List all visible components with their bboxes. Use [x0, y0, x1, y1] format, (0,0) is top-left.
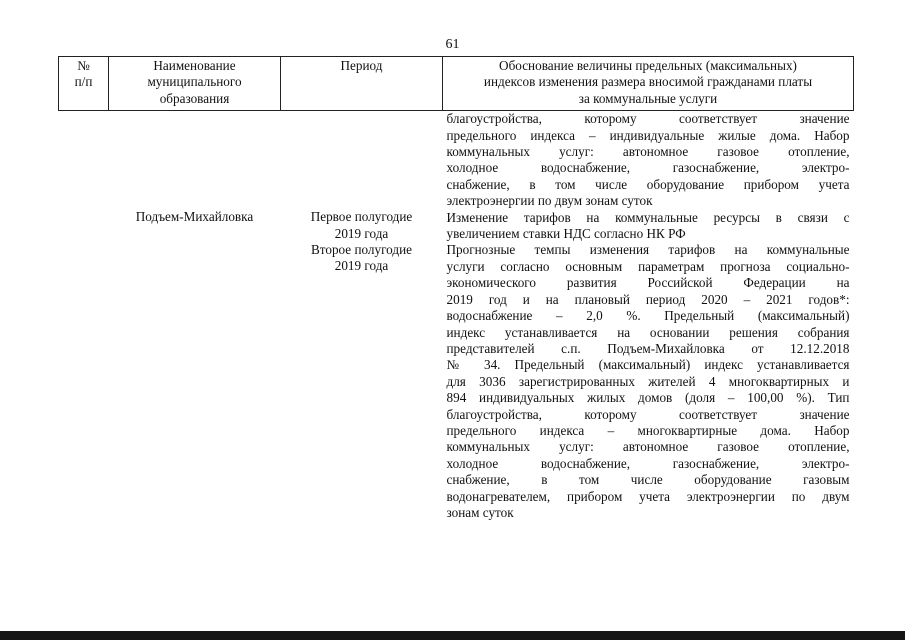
justification-second-half [447, 242, 850, 521]
period-first-half: Первое полугодие 2019 года [310, 209, 413, 241]
cell-justification [443, 111, 854, 522]
page-number: 61 [445, 37, 460, 52]
text-line: экономического развития Российской Федерации на [446, 275, 850, 291]
header-municipality: Наименование муниципального образования [109, 57, 281, 111]
text-line: представителей с.п. Подъем-Михайловка от 12.12.2018 [446, 340, 850, 356]
text-line: предельного индекса – индивидуальные жилые дома. Набор [446, 127, 850, 143]
text-line: № 34. Предельный (максимальный) индекс устанавливается [446, 357, 850, 373]
cell-period [281, 111, 443, 522]
period-second-half: Второе полугодие 2019 года [310, 242, 413, 274]
header-period: Период [281, 57, 443, 111]
justification-first-half [447, 210, 850, 243]
cell-number [59, 111, 109, 522]
text-line: холодное водоснабжение, газоснабжение, электро- [446, 160, 850, 176]
tariff-index-table [58, 56, 854, 521]
continuation-text [447, 111, 850, 209]
cell-municipality [109, 111, 281, 522]
text-line: электроэнергии по двум зонам суток [446, 193, 653, 209]
header-justification: Обоснование величины предельных (максимальных) индексов изменения размера вносимой гражданами платы за коммунальные услуги [443, 57, 854, 111]
text-line: для 3036 зарегистрированных жителей 4 многоквартирных и [446, 373, 850, 389]
text-line: холодное водоснабжение, газоснабжение, электро- [446, 455, 850, 471]
text-line: зонам суток [446, 504, 514, 520]
text-line: предельного индекса – многоквартирные дома. Набор [446, 422, 850, 438]
text-line: увеличением ставки НДС согласно НК РФ [446, 226, 686, 242]
text-line: индекс устанавливается на основании решения собрания [446, 324, 850, 340]
text-line: коммунальных услуг: автономное газовое отопление, [446, 144, 850, 160]
text-line: 2019 год и на плановый период 2020 – 2021 годов*: [446, 291, 850, 307]
text-line: Прогнозные темпы изменения тарифов на коммунальные [446, 242, 850, 258]
text-line: 894 индивидуальных жилых домов (доля – 100,00 %). Тип [446, 390, 850, 406]
text-line: водоснабжение – 2,0 %. Предельный (максимальный) [446, 308, 850, 324]
text-line: снабжение, в том числе оборудование прибором учета [446, 176, 850, 192]
municipality-name: Подъем-Михайловка [135, 209, 254, 225]
text-line: благоустройства, которому соответствует значение [446, 406, 850, 422]
text-line: снабжение, в том числе оборудование газовым [446, 472, 850, 488]
table-header-row [59, 57, 854, 111]
table-row [59, 111, 854, 522]
text-line: Изменение тарифов на коммунальные ресурсы в связи с [446, 209, 850, 225]
scan-bottom-edge [0, 631, 905, 640]
text-line: благоустройства, которому соответствует значение [446, 111, 850, 127]
text-line: водонагревателем, прибором учета электроэнергии по двум [446, 488, 850, 504]
text-line: услуги согласно основным параметрам прогноза социально- [446, 258, 850, 274]
text-line: коммунальных услуг: автономное газовое отопление, [446, 439, 850, 455]
header-number: № п/п [59, 57, 109, 111]
